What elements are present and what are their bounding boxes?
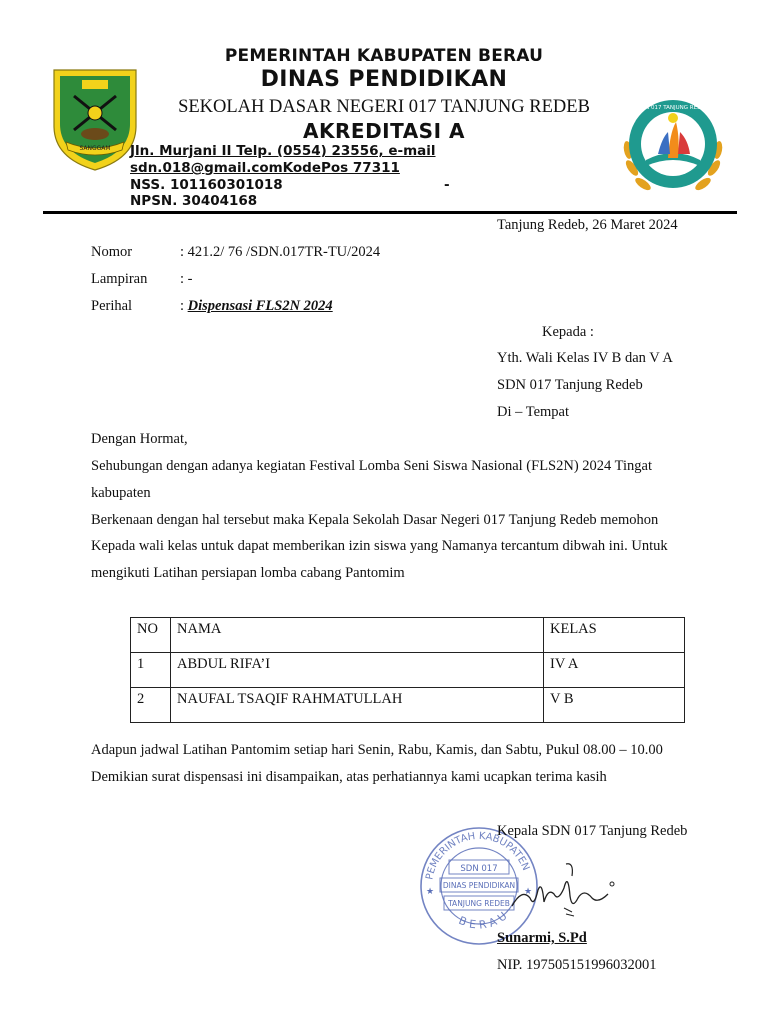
- svg-text:SDN 017 TANJUNG REDEB: SDN 017 TANJUNG REDEB: [637, 105, 709, 111]
- lampiran-value: : -: [180, 271, 193, 287]
- recipient-line2: SDN 017 Tanjung Redeb: [497, 377, 643, 393]
- row-nama: NAUFAL TSAQIF RAHMATULLAH: [171, 688, 544, 723]
- nomor-label: Nomor: [91, 244, 133, 260]
- signer-nip: NIP. 197505151996032001: [497, 957, 657, 973]
- svg-text:SANGGAM: SANGGAM: [79, 145, 111, 152]
- paragraph2-line1: Berkenaan dengan hal tersebut maka Kepala Sekolah Dasar Negeri 017 Tanjung Redeb memohon: [91, 512, 659, 528]
- government-name: PEMERINTAH KABUPATEN BERAU: [224, 46, 544, 66]
- header-kelas: KELAS: [544, 618, 685, 653]
- handwritten-signature: [508, 858, 618, 928]
- student-table: [130, 617, 685, 723]
- email-postcode: sdn.018@gmail.comKodePos 77311: [130, 160, 400, 176]
- perihal-value: Dispensasi FLS2N 2024: [187, 298, 333, 314]
- row-no: 2: [131, 688, 171, 723]
- school-name: SEKOLAH DASAR NEGERI 017 TANJUNG REDEB: [178, 97, 590, 117]
- paragraph1-line1: Sehubungan dengan adanya kegiatan Festival Lomba Seni Siswa Nasional (FLS2N) 2024 Tingat: [91, 458, 652, 474]
- svg-text:★: ★: [524, 886, 533, 896]
- signer-title: Kepala SDN 017 Tanjung Redeb: [497, 823, 688, 839]
- perihal-row: [180, 298, 333, 315]
- paragraph1-line2: kabupaten: [91, 485, 151, 501]
- signer-name: Sunarmi, S.Pd: [497, 930, 587, 946]
- perihal-label: Perihal: [91, 298, 133, 314]
- svg-text:★: ★: [426, 886, 435, 896]
- table-row: [131, 688, 685, 723]
- svg-text:PEMERINTAH KABUPATEN: PEMERINTAH KABUPATEN: [424, 830, 532, 881]
- row-no: 1: [131, 653, 171, 688]
- office-name: DINAS PENDIDIKAN: [260, 67, 508, 92]
- accreditation: AKREDITASI A: [303, 119, 465, 143]
- paragraph2-line3: mengikuti Latihan persiapan lomba cabang Pantomim: [91, 565, 405, 581]
- lampiran-label: Lampiran: [91, 271, 148, 287]
- table-row: [131, 653, 685, 688]
- svg-text:SDN 017: SDN 017: [460, 864, 498, 874]
- paragraph2-line2: Kepada wali kelas untuk dapat memberikan izin siswa yang Namanya tercantum dibwah ini. Untuk: [91, 538, 668, 554]
- recipient-line3: Di – Tempat: [497, 404, 570, 420]
- closing-text: Demikian surat dispensasi ini disampaikan, atas perhatiannya kami ucapkan terima kasih: [91, 769, 607, 785]
- greeting: Dengan Hormat,: [91, 431, 188, 447]
- table-header-row: [131, 618, 685, 653]
- header-nama: NAMA: [171, 618, 544, 653]
- nss-number: NSS. 101160301018: [130, 177, 283, 193]
- row-nama: ABDUL RIFA’I: [171, 653, 544, 688]
- header-no: NO: [131, 618, 171, 653]
- schedule-text: Adapun jadwal Latihan Pantomim setiap hari Senin, Rabu, Kamis, dan Sabtu, Pukul 08.00 – 10.00: [91, 742, 663, 758]
- nomor-value: : 421.2/ 76 /SDN.017TR-TU/2024: [180, 244, 381, 260]
- row-kelas: V B: [544, 688, 685, 723]
- perihal-colon: :: [180, 298, 188, 314]
- npsn-number: NPSN. 30404168: [130, 193, 258, 209]
- recipient-line1: Yth. Wali Kelas IV B dan V A: [497, 350, 673, 366]
- place-date: Tanjung Redeb, 26 Maret 2024: [497, 217, 678, 233]
- address-line: Jln. Murjani II Telp. (0554) 23556, e-mail: [130, 143, 436, 159]
- header-rule: [43, 211, 737, 214]
- dash-mark: -: [444, 177, 450, 193]
- recipient-kepada: Kepada :: [542, 324, 594, 340]
- svg-text:DINAS PENDIDIKAN: DINAS PENDIDIKAN: [442, 881, 516, 890]
- row-kelas: IV A: [544, 653, 685, 688]
- svg-text:TANJUNG REDEB: TANJUNG REDEB: [448, 899, 510, 908]
- svg-text:BERAU: BERAU: [456, 906, 513, 932]
